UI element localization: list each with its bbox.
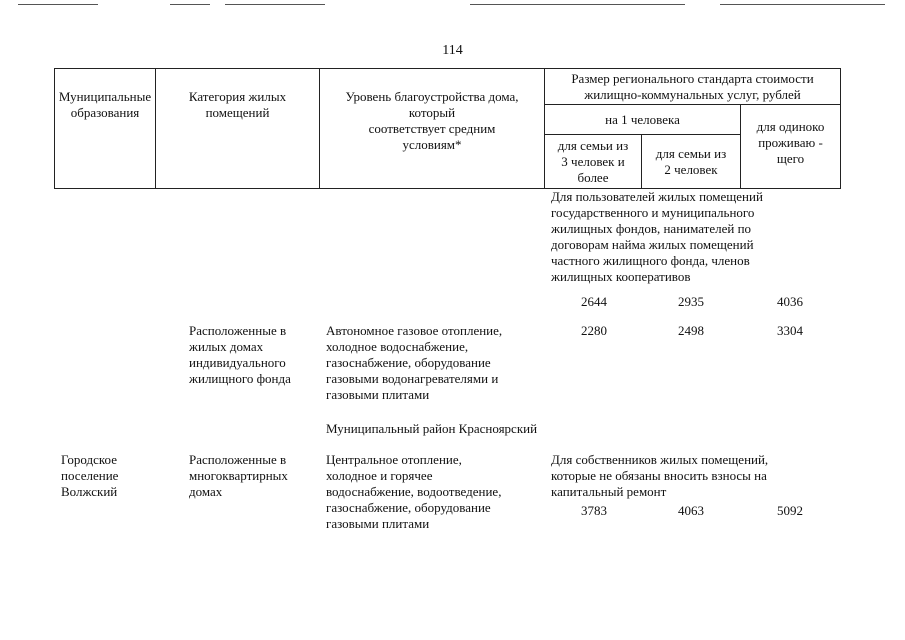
header-family2-label: для семьи из 2 человек [655, 146, 727, 177]
block2-value-family2: 2498 [678, 323, 704, 338]
header-category-label: Категория жилых помещений [188, 89, 287, 120]
scan-line [225, 4, 325, 5]
header-category [155, 68, 320, 189]
header-per-person [544, 104, 741, 135]
block1-value-family3: 2644 [581, 294, 607, 309]
block2-value-family3: 2280 [581, 323, 607, 338]
block2-value-single: 3304 [777, 323, 803, 338]
header-family3 [544, 134, 642, 189]
header-municipality-label: Муниципальные образования [58, 89, 152, 120]
header-family3-label: для семьи из 3 человек и более [557, 138, 629, 185]
block3-municipality: Городское поселение Волжский [61, 452, 119, 499]
scan-line [170, 4, 210, 5]
header-per-person-label: на 1 человека [605, 112, 680, 127]
header-single-label: для одиноко проживаю - щего [756, 119, 825, 166]
scan-line [470, 4, 685, 5]
block3-category: Расположенные в многоквартирных домах [189, 452, 288, 499]
header-standard-label: Размер регионального стандарта стоимости жилищно-коммунальных услуг, рублей [571, 71, 814, 102]
block1-note: Для пользователей жилых помещений государственного и муниципального жилищных фондов, нанимателей по договорам найма жилых помещений частного жилищного фонда, членов жилищных кооперативов [551, 189, 763, 284]
header-municipality [54, 68, 156, 189]
block3-value-single: 5092 [777, 503, 803, 518]
header-single [740, 104, 841, 189]
scan-line [720, 4, 885, 5]
block3-value-family2: 4063 [678, 503, 704, 518]
header-level-label: Уровень благоустройства дома, который соответствует средним условиям* [345, 89, 519, 152]
district-heading: Муниципальный район Красноярский [326, 421, 538, 436]
block1-value-single: 4036 [777, 294, 803, 309]
page-number: 114 [442, 43, 463, 58]
header-standard [544, 68, 841, 105]
block2-level: Автономное газовое отопление, холодное водоснабжение, газоснабжение, оборудование газовыми водонагревателями и газовыми плитами [326, 323, 503, 402]
block3-note: Для собственников жилых помещений, которые не обязаны вносить взносы на капитальный ремонт [551, 452, 769, 499]
header-family2 [641, 134, 741, 189]
block3-level: Центральное отопление, холодное и горячее водоснабжение, водоотведение, газоснабжение, оборудование газовыми плитами [326, 452, 502, 531]
block1-value-family2: 2935 [678, 294, 704, 309]
block2-category: Расположенные в жилых домах индивидуального жилищного фонда [189, 323, 291, 386]
scan-line [18, 4, 98, 5]
block3-value-family3: 3783 [581, 503, 607, 518]
header-level [319, 68, 545, 189]
